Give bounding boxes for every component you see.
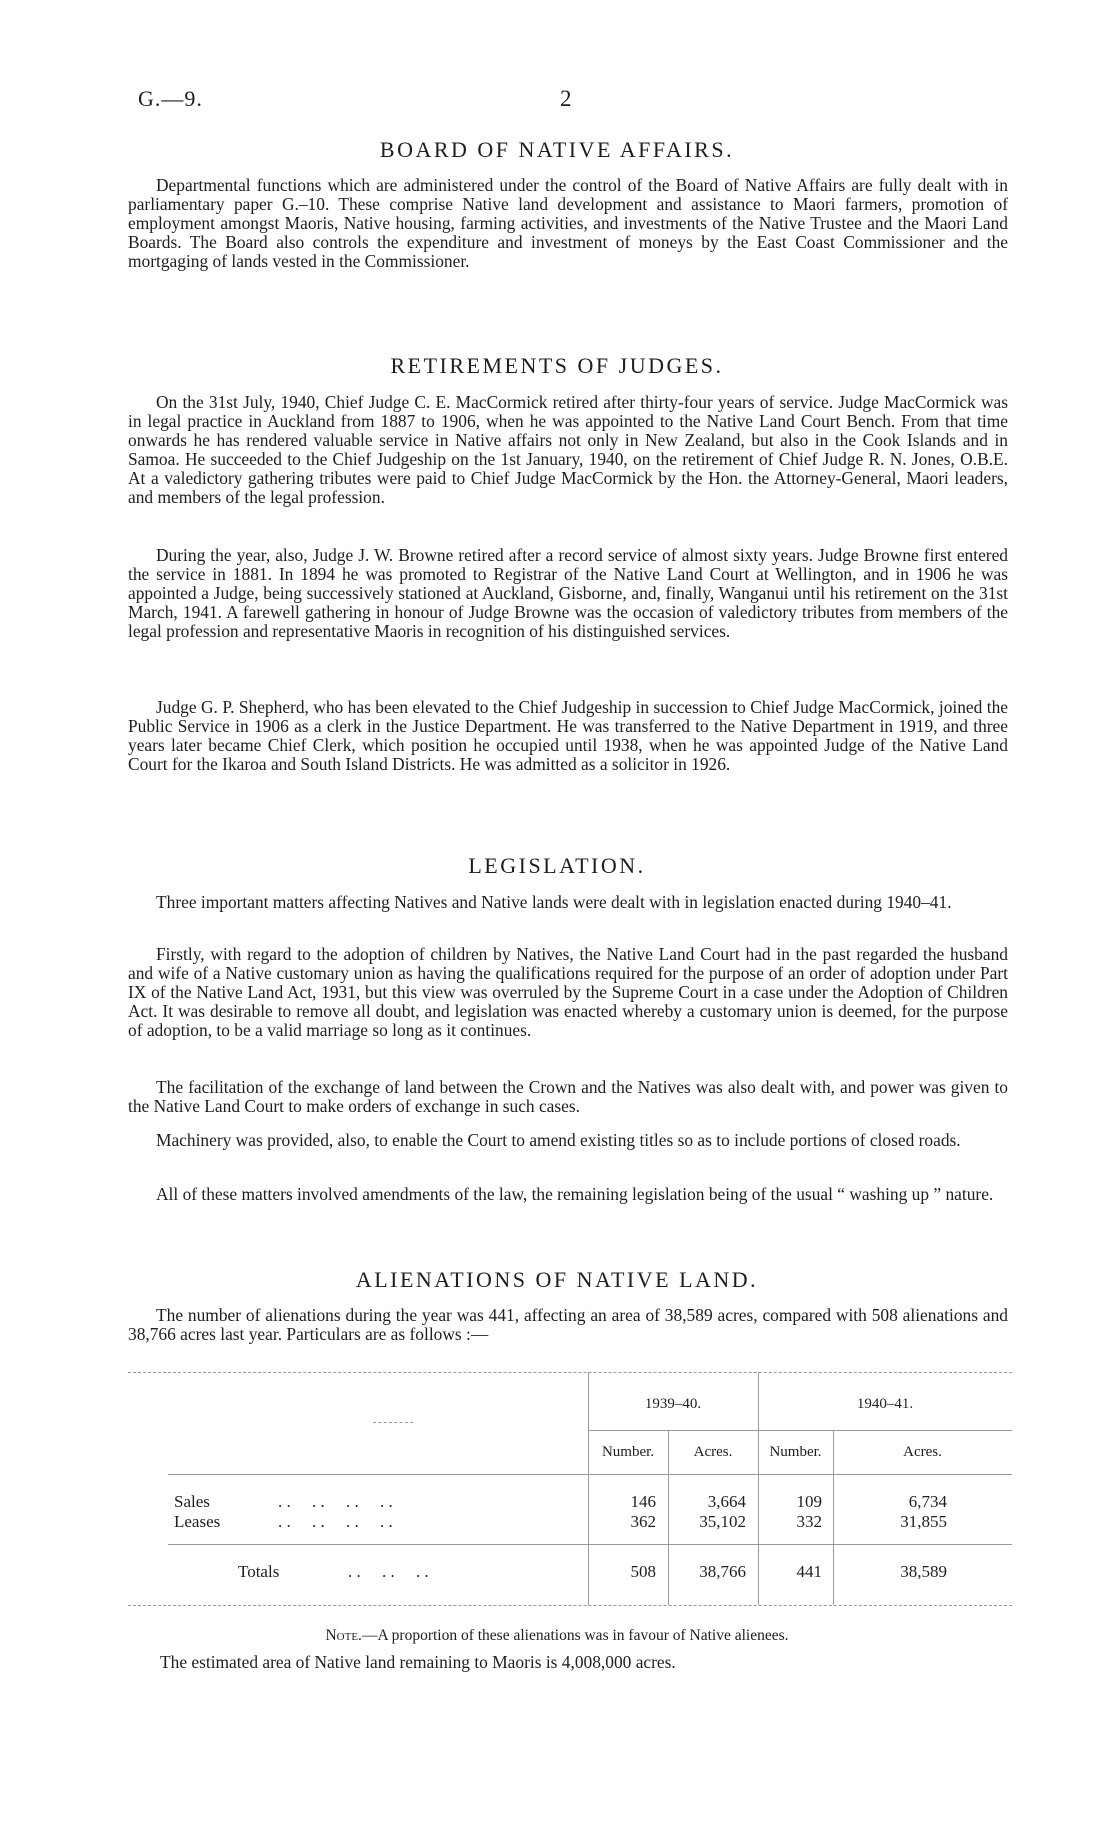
table-cell: 332 xyxy=(796,1512,822,1531)
table-cell: 6,734 xyxy=(908,1492,947,1511)
paragraph: All of these matters involved amendments of the law, the remaining legislation being of the usual “ washing up ” nature. xyxy=(156,1184,994,1204)
paragraph: Judge G. P. Shepherd, who has been elevated to the Chief Judgeship in succession to Chief Judge MacCormick, joined the Public Service in 1906 as a clerk in the Justice Department. He was transferred to the Native Department in 1919, and three years later became Chief Clerk, which position he occupied until 1938, when he was appointed Judge of the Native Land Court for the Ikaroa and South Island Districts. He was admitted as a solicitor in 1926. xyxy=(128,697,1008,775)
paragraph: Machinery was provided, also, to enable the Court to amend existing titles so as to include portions of closed roads. xyxy=(156,1130,961,1150)
paragraph: Three important matters affecting Natives and Native lands were dealt with in legislation enacted during 1940–41. xyxy=(156,892,952,912)
paragraph: Departmental functions which are administered under the control of the Board of Native Affairs are fully dealt with in parliamentary paper G.–10. These comprise Native land development and assistance to Maori farmers, promotion of employment amongst Maoris, Native housing, farming activities, and investments of the Native Trustee and the Maori Land Boards. The Board also controls the expenditure and investment of moneys by the East Coast Commissioner and the mortgaging of lands vested in the Commissioner. xyxy=(128,175,1008,272)
table-cell: 35,102 xyxy=(699,1512,746,1531)
table-cell: 441 xyxy=(796,1562,822,1581)
period-header: 1939–40. xyxy=(644,1396,702,1412)
row-label: Sales xyxy=(174,1492,210,1511)
column-header: Number. xyxy=(769,1444,822,1460)
note-text: —A proportion of these alienations was in favour of Native alienees. xyxy=(361,1627,789,1644)
table-top-rule xyxy=(128,1372,1012,1373)
paragraph: On the 31st July, 1940, Chief Judge C. E. MacCormick retired after thirty-four years of service. Judge MacCormick was in legal practice in Auckland from 1887 to 1906, when he was appointed to the Native Land Court Bench. From that time onwards he has rendered valuable service in Native affairs not only in New Zealand, but also in the Cook Islands and in Samoa. He succeeded to the Chief Judgeship on the 1st January, 1940, on the retirement of Chief Judge R. N. Jones, O.B.E. At a valedictory gathering tributes were paid to Chief Judge MacCormick by the Hon. the Attorney-General, Maori leaders, and members of the legal profession. xyxy=(128,392,1008,508)
closing-statement: The estimated area of Native land remaining to Maoris is 4,008,000 acres. xyxy=(160,1652,676,1672)
period-header: 1940–41. xyxy=(856,1396,914,1412)
section-heading-alienations: ALIENATIONS OF NATIVE LAND. xyxy=(355,1267,759,1292)
table-cell: 38,589 xyxy=(900,1562,947,1581)
column-header: Acres. xyxy=(903,1444,942,1460)
column-header: Number. xyxy=(601,1444,655,1460)
section-heading-board: BOARD OF NATIVE AFFAIRS. xyxy=(379,137,735,162)
section-heading-legislation: LEGISLATION. xyxy=(468,853,646,878)
period-rule xyxy=(588,1430,1012,1431)
row-label: Leases xyxy=(174,1512,221,1531)
leader-dots: . . . . . . . . xyxy=(278,1512,393,1531)
leader-dots: . . . . . . xyxy=(348,1562,429,1581)
header-bottom-rule xyxy=(168,1474,1012,1475)
table-cell: 362 xyxy=(630,1512,656,1531)
paragraph: During the year, also, Judge J. W. Browne retired after a record service of almost sixty years. Judge Browne first entered the service in 1881. In 1894 he was promoted to Registrar of the Native Land Court at Wellington, and in 1906 he was appointed a Judge, being successively stationed at Auckland, Gisborne, and, finally, Wanganui until his retirement on the 31st March, 1941. A farewell gathering in honour of Judge Browne was the occasion of valedictory tributes from members of the legal profession and representative Maoris in recognition of his distinguished services. xyxy=(128,545,1008,642)
table-cell: 508 xyxy=(630,1562,656,1581)
leader-dots: . . . . . . . . xyxy=(278,1492,393,1511)
note-lead: Note. xyxy=(325,1627,362,1644)
table-cell: 146 xyxy=(630,1492,656,1511)
paragraph: The number of alienations during the year was 441, affecting an area of 38,589 acres, compared with 508 alienations and 38,766 acres last year. Particulars are as follows :— xyxy=(128,1305,1008,1345)
table-cell: 109 xyxy=(796,1492,822,1511)
paper-reference: G.—9. xyxy=(138,86,203,111)
table-bottom-rule xyxy=(128,1605,1012,1606)
stub-header-rule xyxy=(373,1422,413,1423)
table-cell: 3,664 xyxy=(707,1492,746,1511)
table-note xyxy=(0,1627,1114,1645)
totals-top-rule xyxy=(168,1544,1012,1545)
table-cell: 38,766 xyxy=(699,1562,746,1581)
totals-label: Totals xyxy=(238,1562,280,1581)
paragraph: The facilitation of the exchange of land between the Crown and the Natives was also dealt with, and power was given to the Native Land Court to make orders of exchange in such cases. xyxy=(128,1077,1008,1117)
column-header: Acres. xyxy=(693,1444,733,1460)
alienations-table xyxy=(128,1372,1012,1610)
paragraph: Firstly, with regard to the adoption of children by Natives, the Native Land Court had in the past regarded the husband and wife of a Native customary union as having the qualifications required for the purpose of an order of adoption under Part IX of the Native Land Act, 1931, but this view was overruled by the Supreme Court in a case under the Adoption of Children Act. It was desirable to remove all doubt, and legislation was enacted whereby a customary union is deemed, for the purpose of adoption, to be a valid marriage so long as it continues. xyxy=(128,944,1008,1041)
table-cell: 31,855 xyxy=(900,1512,947,1531)
page-number: 2 xyxy=(560,86,572,111)
section-heading-retirements: RETIREMENTS OF JUDGES. xyxy=(390,353,724,378)
